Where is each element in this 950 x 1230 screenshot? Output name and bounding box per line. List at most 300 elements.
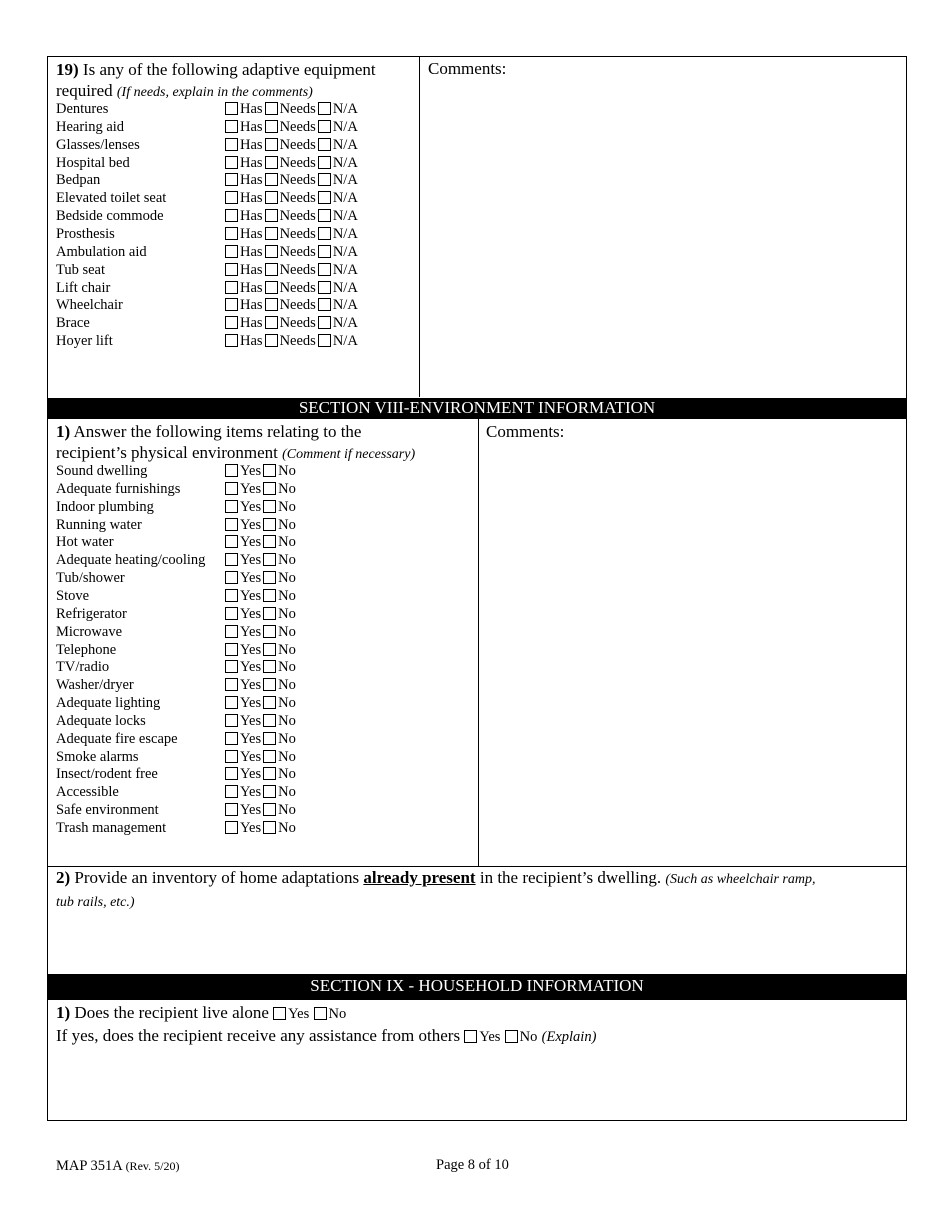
option-label: Yes [240,641,262,658]
checklist-row [56,569,416,587]
na-checkbox[interactable] [318,334,331,347]
option-label: Yes [240,766,262,783]
checklist-row [56,189,416,207]
checklist-row [56,533,416,551]
option-label: Yes [240,784,262,801]
question-note: (If needs, explain in the comments) [116,85,313,100]
option-label: No [278,659,296,676]
needs-checkbox[interactable] [265,298,278,311]
item-label: Adequate lighting [56,695,161,712]
option-label: No [278,587,296,604]
checklist-row [56,623,416,641]
na-checkbox[interactable] [318,209,331,222]
checklist-row [56,819,416,837]
option-label: Has [240,101,263,117]
item-label: Dentures [56,101,109,117]
equipment-comments-label: Comments: [428,59,507,78]
option-label: Yes [240,552,262,569]
has-checkbox[interactable] [225,120,238,133]
item-label: Bedside commode [56,208,164,225]
no-checkbox[interactable] [263,607,276,620]
needs-checkbox[interactable] [265,173,278,186]
has-checkbox[interactable] [225,156,238,169]
option-label: N/A [332,172,358,189]
option-label: Has [240,190,263,207]
checklist-row [56,118,416,136]
yes-checkbox[interactable] [225,750,238,763]
option-group [225,623,298,641]
item-label: Indoor plumbing [56,498,154,515]
section-ix-header: SECTION IX - HOUSEHOLD INFORMATION [48,974,906,1000]
na-checkbox[interactable] [318,191,331,204]
has-checkbox[interactable] [225,334,238,347]
item-label: Wheelchair [56,297,123,314]
option-label: Yes [240,570,262,587]
needs-checkbox[interactable] [265,263,278,276]
option-group [225,314,360,332]
needs-checkbox[interactable] [265,334,278,347]
item-label: Hot water [56,534,114,551]
option-group [225,100,360,118]
option-label: Has [240,172,263,189]
yes-checkbox[interactable] [225,660,238,673]
no-checkbox[interactable] [263,750,276,763]
option-label: No [278,623,296,640]
checklist-row [56,748,416,766]
checklist-row [56,694,416,712]
has-checkbox[interactable] [225,102,238,115]
needs-checkbox[interactable] [265,245,278,258]
option-label: N/A [332,118,358,135]
item-label: Washer/dryer [56,677,134,694]
option-group [225,783,298,801]
option-label: Has [240,118,263,135]
option-group [225,261,360,279]
question-number: 19) [56,60,79,79]
option-label: Has [240,136,263,153]
has-checkbox[interactable] [225,245,238,258]
option-label: Has [240,279,263,296]
option-label: Yes [240,677,262,694]
option-label: Yes [240,730,262,747]
no-label: No [519,1029,538,1045]
has-checkbox[interactable] [225,138,238,151]
option-group [225,332,360,350]
question-note: (Such as wheelchair ramp, [665,872,816,887]
checklist-row [56,658,416,676]
checklist-row [56,676,416,694]
checklist-row [56,551,416,569]
na-checkbox[interactable] [318,316,331,329]
no-checkbox[interactable] [263,696,276,709]
option-group [225,765,298,783]
checklist-row [56,261,416,279]
yes-label: Yes [288,1006,310,1022]
item-label: Adequate fire escape [56,730,178,747]
option-group [225,605,298,623]
option-label: Yes [240,712,262,729]
yes-checkbox[interactable] [225,821,238,834]
option-group [225,641,298,659]
option-label: N/A [332,315,358,332]
option-label: No [278,570,296,587]
question-text-cont: required [56,81,117,100]
needs-checkbox[interactable] [265,156,278,169]
option-label: Yes [240,802,262,819]
option-label: No [278,480,296,497]
item-label: Insect/rodent free [56,766,158,783]
option-label: No [278,516,296,533]
option-label: N/A [332,101,358,117]
option-label: No [278,552,296,569]
needs-checkbox[interactable] [265,209,278,222]
option-label: N/A [332,279,358,296]
no-checkbox[interactable] [505,1030,518,1043]
option-label: Needs [279,225,316,242]
item-label: Smoke alarms [56,748,139,765]
no-checkbox[interactable] [263,785,276,798]
option-label: N/A [332,243,358,260]
option-label: No [278,820,296,836]
needs-checkbox[interactable] [265,281,278,294]
emphasis-text: already present [363,868,476,887]
page-number: Page 8 of 10 [436,1157,509,1173]
no-checkbox[interactable] [263,464,276,477]
checklist-row [56,587,416,605]
option-label: Yes [240,659,262,676]
yes-checkbox[interactable] [225,714,238,727]
checklist-row [56,296,416,314]
needs-checkbox[interactable] [265,138,278,151]
option-group [225,587,298,605]
item-label: Trash management [56,820,167,836]
checklist-row [56,225,416,243]
item-label: Hospital bed [56,154,130,171]
checklist-row [56,314,416,332]
no-checkbox[interactable] [263,821,276,834]
option-group [225,801,298,819]
option-label: No [278,498,296,515]
option-label: Needs [279,333,316,350]
option-label: No [278,463,296,479]
item-label: Prosthesis [56,225,115,242]
no-checkbox[interactable] [263,643,276,656]
checklist-row [56,207,416,225]
na-checkbox[interactable] [318,156,331,169]
question-note: (Comment if necessary) [282,447,416,462]
yes-checkbox[interactable] [225,589,238,602]
option-group [225,748,298,766]
option-group [225,154,360,172]
no-checkbox[interactable] [263,714,276,727]
option-group [225,712,298,730]
option-label: N/A [332,154,358,171]
yes-checkbox[interactable] [225,625,238,638]
option-label: N/A [332,190,358,207]
option-label: Needs [279,118,316,135]
option-label: Needs [279,279,316,296]
option-label: Yes [240,695,262,712]
checklist-row [56,279,416,297]
option-group [225,279,360,297]
checklist-row [56,462,416,480]
checklist-row [56,100,416,118]
option-label: No [278,605,296,622]
yes-label: Yes [479,1029,501,1045]
checklist-row [56,498,416,516]
checklist-row [56,712,416,730]
option-label: Has [240,243,263,260]
na-checkbox[interactable] [318,173,331,186]
na-checkbox[interactable] [318,245,331,258]
checklist-row [56,516,416,534]
item-label: Accessible [56,784,119,801]
has-checkbox[interactable] [225,281,238,294]
no-checkbox[interactable] [263,500,276,513]
option-label: No [278,695,296,712]
question-note-cont: tub rails, etc.) [56,895,135,910]
option-label: Yes [240,748,262,765]
option-label: No [278,766,296,783]
no-checkbox[interactable] [263,803,276,816]
option-label: Needs [279,136,316,153]
option-label: Yes [240,623,262,640]
no-checkbox[interactable] [263,518,276,531]
has-checkbox[interactable] [225,191,238,204]
form-id [56,1158,179,1175]
checklist-row [56,641,416,659]
environment-comments-label: Comments: [486,422,565,441]
option-group [225,296,360,314]
no-checkbox[interactable] [263,553,276,566]
item-label: Adequate furnishings [56,480,181,497]
question-text-cont: recipient’s physical environment [56,443,283,462]
option-label: Needs [279,261,316,278]
option-group [225,480,298,498]
checklist-row [56,783,416,801]
option-label: Has [240,261,263,278]
checklist-row [56,136,416,154]
needs-checkbox[interactable] [265,316,278,329]
household-question [56,1002,901,1048]
item-label: Microwave [56,623,123,640]
option-group [225,658,298,676]
checklist-row [56,171,416,189]
item-label: Adequate locks [56,712,146,729]
option-label: Yes [240,534,262,551]
option-label: No [278,712,296,729]
question-text: Provide an inventory of home adaptations [70,868,364,887]
option-label: N/A [332,225,358,242]
yes-checkbox[interactable] [225,571,238,584]
option-label: N/A [332,333,358,350]
has-checkbox[interactable] [225,209,238,222]
follow-up-text: If yes, does the recipient receive any assistance from others [56,1026,465,1045]
has-checkbox[interactable] [225,173,238,186]
na-checkbox[interactable] [318,281,331,294]
has-checkbox[interactable] [225,263,238,276]
option-label: Yes [240,605,262,622]
form-revision: (Rev. 5/20) [125,1159,180,1173]
na-checkbox[interactable] [318,263,331,276]
option-label: Yes [240,498,262,515]
option-label: N/A [332,261,358,278]
option-group [225,676,298,694]
yes-checkbox[interactable] [225,553,238,566]
yes-checkbox[interactable] [273,1007,286,1020]
question-text: Answer the following items relating to the [70,422,362,441]
question-number: 2) [56,868,71,887]
option-group [225,498,298,516]
checklist-row [56,480,416,498]
item-label: TV/radio [56,659,110,676]
yes-checkbox[interactable] [225,643,238,656]
option-label: Needs [279,243,316,260]
yes-checkbox[interactable] [225,678,238,691]
item-label: Telephone [56,641,117,658]
needs-checkbox[interactable] [265,191,278,204]
option-label: Needs [279,297,316,314]
option-group [225,118,360,136]
yes-checkbox[interactable] [225,785,238,798]
no-checkbox[interactable] [263,589,276,602]
option-group [225,225,360,243]
question-number: 1) [56,1003,71,1022]
yes-checkbox[interactable] [225,732,238,745]
yes-checkbox[interactable] [225,696,238,709]
item-label: Stove [56,587,90,604]
option-group [225,136,360,154]
option-group [225,694,298,712]
question-text: Does the recipient live alone [70,1003,274,1022]
item-label: Safe environment [56,802,159,819]
has-checkbox[interactable] [225,316,238,329]
question-text-cont: in the recipient’s dwelling. [475,868,666,887]
column-divider [419,57,420,397]
option-label: Yes [240,587,262,604]
item-label: Hearing aid [56,118,125,135]
na-checkbox[interactable] [318,298,331,311]
needs-checkbox[interactable] [265,227,278,240]
option-label: No [278,748,296,765]
option-label: Needs [279,172,316,189]
yes-checkbox[interactable] [225,767,238,780]
option-label: Yes [240,820,262,836]
yes-checkbox[interactable] [225,607,238,620]
needs-checkbox[interactable] [265,120,278,133]
no-checkbox[interactable] [263,660,276,673]
yes-checkbox[interactable] [464,1030,477,1043]
item-label: Running water [56,516,142,533]
item-label: Tub seat [56,261,106,278]
option-label: Has [240,225,263,242]
yes-checkbox[interactable] [225,500,238,513]
equipment-question [56,59,416,103]
option-group [225,243,360,261]
item-label: Sound dwelling [56,463,148,479]
yes-checkbox[interactable] [225,482,238,495]
option-label: Needs [279,154,316,171]
option-label: Has [240,154,263,171]
item-label: Bedpan [56,172,101,189]
option-label: No [278,802,296,819]
checklist-row [56,730,416,748]
option-group [225,462,298,480]
option-label: Has [240,208,263,225]
no-checkbox[interactable] [263,767,276,780]
option-label: N/A [332,136,358,153]
no-checkbox[interactable] [263,678,276,691]
checklist-row [56,765,416,783]
no-checkbox[interactable] [263,732,276,745]
no-checkbox[interactable] [263,571,276,584]
option-label: Needs [279,101,316,117]
option-label: No [278,730,296,747]
has-checkbox[interactable] [225,227,238,240]
no-label: No [328,1006,347,1022]
option-group [225,569,298,587]
item-label: Refrigerator [56,605,127,622]
item-label: Elevated toilet seat [56,190,167,207]
question-number: 1) [56,422,71,441]
option-label: No [278,534,296,551]
checklist-row [56,605,416,623]
na-checkbox[interactable] [318,138,331,151]
item-label: Brace [56,315,90,332]
column-divider [478,419,479,866]
no-checkbox[interactable] [263,482,276,495]
option-label: Yes [240,516,262,533]
option-label: Needs [279,208,316,225]
checklist-row [56,332,416,350]
option-group [225,171,360,189]
no-checkbox[interactable] [263,625,276,638]
na-checkbox[interactable] [318,120,331,133]
option-label: No [278,677,296,694]
option-label: Has [240,333,263,350]
section-viii-header: SECTION VIII-ENVIRONMENT INFORMATION [48,398,906,419]
has-checkbox[interactable] [225,298,238,311]
item-label: Lift chair [56,279,111,296]
na-checkbox[interactable] [318,102,331,115]
question-text: Is any of the following adaptive equipment [78,60,376,79]
no-checkbox[interactable] [263,535,276,548]
item-label: Adequate heating/cooling [56,552,206,569]
na-checkbox[interactable] [318,227,331,240]
option-label: No [278,784,296,801]
yes-checkbox[interactable] [225,464,238,477]
option-label: Yes [240,480,262,497]
option-group [225,551,298,569]
no-checkbox[interactable] [314,1007,327,1020]
option-group [225,189,360,207]
option-label: Has [240,315,263,332]
explain-note: (Explain) [541,1029,597,1045]
option-group [225,819,298,837]
item-label: Ambulation aid [56,243,147,260]
needs-checkbox[interactable] [265,102,278,115]
yes-checkbox[interactable] [225,518,238,531]
option-label: Needs [279,315,316,332]
form-page [47,56,907,1121]
checklist-row [56,154,416,172]
option-label: N/A [332,297,358,314]
option-group [225,533,298,551]
yes-checkbox[interactable] [225,803,238,816]
option-label: Needs [279,190,316,207]
yes-checkbox[interactable] [225,535,238,548]
environment-question [56,421,476,465]
